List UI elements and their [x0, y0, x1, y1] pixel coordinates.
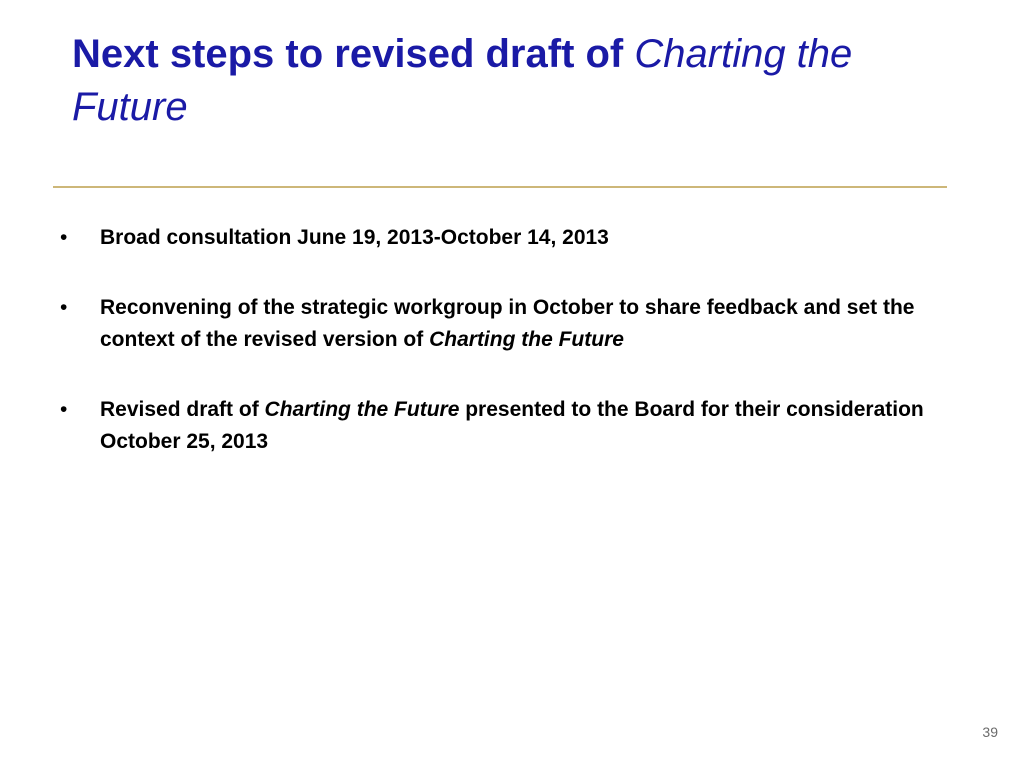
- title-divider: [53, 186, 947, 188]
- bullet-item-revised-draft: [60, 394, 940, 458]
- bullet-list: [60, 222, 940, 496]
- bullet-marker: •: [60, 296, 68, 319]
- slide-title: [72, 28, 972, 134]
- bullet-text-before: Revised draft of: [100, 398, 265, 421]
- slide-title-italic: Charting the Future: [72, 32, 853, 129]
- bullet-text-after: presented to the Board for their consideration October 25, 2013: [100, 398, 924, 453]
- bullet-item-reconvening: [60, 292, 940, 356]
- page-number: 39: [982, 724, 998, 740]
- bullet-text: Broad consultation June 19, 2013-October 14, 2013: [100, 226, 609, 249]
- bullet-text-italic: Charting the Future: [264, 398, 460, 421]
- bullet-item-consultation: [60, 222, 940, 254]
- slide-title-main: Next steps to revised draft of: [72, 32, 635, 76]
- bullet-text-before: Reconvening of the strategic workgroup in October to share feedback and set the context of the revised version of: [100, 296, 915, 351]
- bullet-text-italic: Charting the Future: [429, 328, 624, 351]
- bullet-marker: •: [60, 226, 68, 249]
- bullet-marker: •: [60, 398, 68, 421]
